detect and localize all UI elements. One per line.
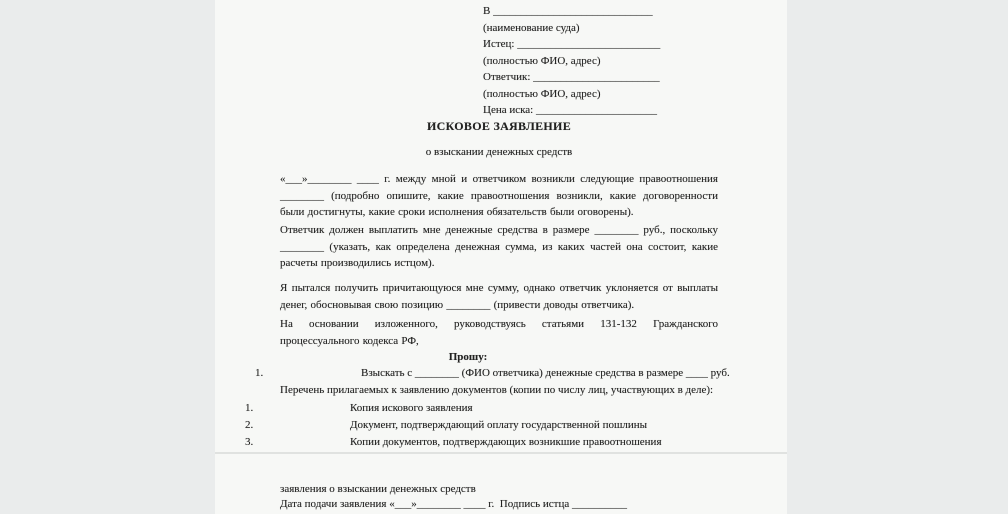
attachment-item-number: 2. <box>245 419 254 431</box>
court-name-hint: (наименование суда) <box>483 21 580 34</box>
attachment-item-number: 3. <box>245 436 254 448</box>
plaintiff-line: Истец: __________________________ <box>483 38 661 50</box>
page-break-divider <box>215 452 787 454</box>
request-item <box>215 367 787 384</box>
paragraph-legal-basis: На основании изложенного, руководствуясь статьями 131-132 Гражданского процессуального кодекса РФ, <box>280 318 718 347</box>
request-item-text: Взыскать с ________ (ФИО ответчика) денежные средства в размере ____ руб. <box>361 367 730 379</box>
court-header-block <box>483 3 660 119</box>
request-heading: Прошу: <box>448 351 488 363</box>
court-line: В _____________________________ <box>483 5 653 17</box>
document-title: ИСКОВОЕ ЗАЯВЛЕНИЕ <box>426 119 571 133</box>
page2-continuation-line: заявления о взыскании денежных средств <box>280 483 476 495</box>
document-subtitle: о взыскании денежных средств <box>425 146 573 158</box>
attachment-item-text: Копии документов, подтверждающих возникшие правоотношения <box>350 436 662 448</box>
attachment-item <box>215 402 787 419</box>
plaintiff-hint: (полностью ФИО, адрес) <box>483 54 601 67</box>
defendant-line: Ответчик: _______________________ <box>483 71 660 83</box>
document-page <box>215 0 787 514</box>
paragraph-relations: «___»________ ____ г. между мной и ответчиком возникли следующие правоотношения ________ (подробно опишите, какие правоотношения возникли, какие договоренности были достигнуты, какие сроки исполнения обязательств были оговорены). <box>280 173 718 218</box>
attachment-item-text: Документ, подтверждающий оплату государственной пошлины <box>350 419 648 431</box>
defendant-hint: (полностью ФИО, адрес) <box>483 87 601 100</box>
claim-price-line: Цена иска: ______________________ <box>483 104 657 116</box>
attachment-item <box>215 419 787 436</box>
attachment-item-number: 1. <box>245 402 254 414</box>
attachment-item <box>215 436 787 453</box>
attachments-intro: Перечень прилагаемых к заявлению документов (копии по числу лиц, участвующих в деле): <box>280 384 714 396</box>
attachment-item-text: Копия искового заявления <box>350 402 473 414</box>
request-item-number: 1. <box>255 367 264 379</box>
paragraph-attempts: Я пытался получить причитающуюся мне сумму, однако ответчик уклоняется от выплаты денег, обосновывая свою позицию ________ (привести доводы ответчика). <box>280 282 718 311</box>
filing-date-signature-line: Дата подачи заявления «___»________ ____ г. Подпись истца __________ <box>280 498 628 510</box>
paragraph-payment: Ответчик должен выплатить мне денежные средства в размере ________ руб., поскольку ________ (указать, как определена денежная сумма, из каких частей она состоит, какие расчеты производились истцом). <box>280 224 718 269</box>
